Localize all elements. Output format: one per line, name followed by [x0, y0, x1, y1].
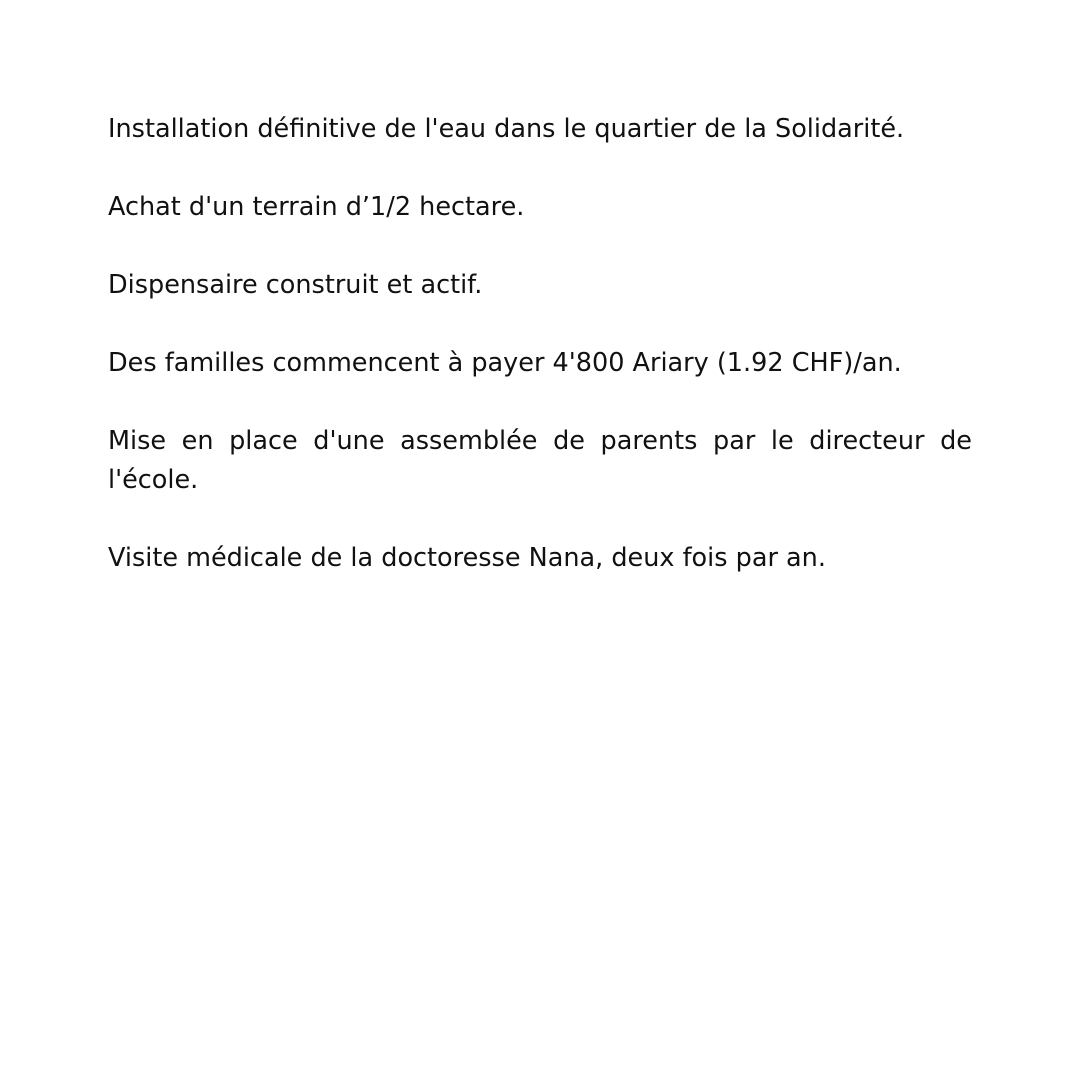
paragraph-parents-assembly: Mise en place d'une assemblée de parents par le directeur de l'école. — [108, 426, 972, 495]
paragraph-medical-visit: Visite médicale de la doctoresse Nana, deux fois par an. — [108, 543, 826, 573]
paragraph-family-payments: Des familles commencent à payer 4'800 Ariary (1.92 CHF)/an. — [108, 348, 902, 378]
document-body — [108, 110, 972, 578]
paragraph-water-installation: Installation définitive de l'eau dans le quartier de la Solidarité. — [108, 114, 905, 144]
paragraph-land-purchase: Achat d'un terrain d’1/2 hectare. — [108, 192, 525, 222]
paragraph-dispensary: Dispensaire construit et actif. — [108, 270, 483, 300]
